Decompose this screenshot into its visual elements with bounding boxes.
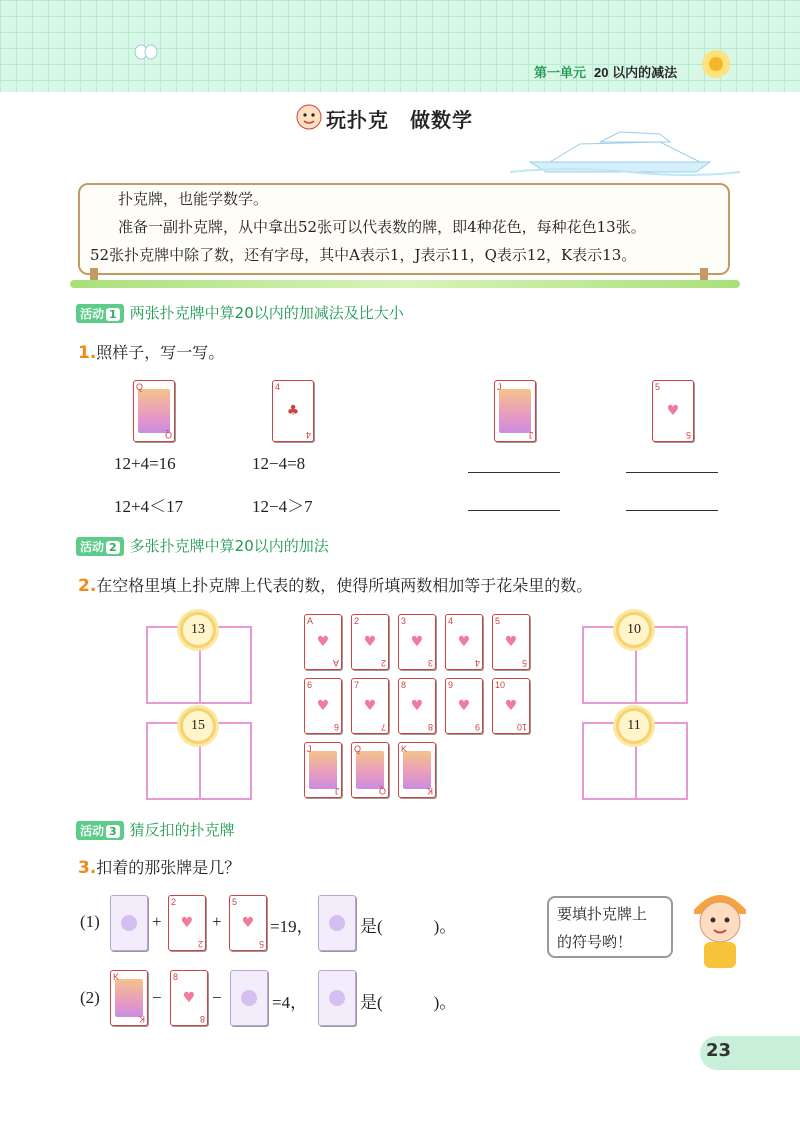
playing-card-king: K K — [110, 970, 148, 1026]
problem-2-answer[interactable]: 是( )。 — [360, 993, 457, 1012]
face-down-card — [318, 970, 356, 1026]
answer-blank[interactable] — [468, 472, 560, 473]
example-equation-4: 12−4＞7 — [252, 497, 313, 516]
unit-title: 20 以内的减法 — [594, 65, 678, 80]
butterfly-icon — [134, 42, 158, 62]
problem-1-result: =19， — [270, 917, 314, 936]
header-band — [0, 0, 800, 92]
child-mascot-icon — [680, 880, 760, 970]
question-2: 2.在空格里填上扑克牌上代表的数，使得所填两数相加等于花朵里的数。 — [78, 576, 593, 596]
playing-card: A ♥ A — [304, 614, 342, 670]
hint-line-2: 的符号哟！ — [557, 933, 633, 951]
playing-card: 8 ♥ 8 — [170, 970, 208, 1026]
question-3: 3.扣着的那张牌是几？ — [78, 858, 241, 878]
playing-card: 3 ♥ 3 — [398, 614, 436, 670]
flower-target: 11 — [616, 708, 652, 744]
problem-1-label: (1) — [80, 912, 100, 931]
face-icon — [296, 104, 322, 130]
example-equation-2: 12−4=8 — [252, 454, 306, 473]
activity-tag: 活动 3 — [76, 821, 124, 840]
playing-card-five: 5 ♥ 5 — [652, 380, 694, 442]
playing-card: 7 ♥ 7 — [351, 678, 389, 734]
playing-card: Q Q — [351, 742, 389, 798]
flower-target: 10 — [616, 612, 652, 648]
sunflower-icon — [696, 44, 736, 84]
playing-card: 2 ♥ 2 — [168, 895, 206, 951]
minus-sign: − — [212, 988, 222, 1007]
playing-card: 6 ♥ 6 — [304, 678, 342, 734]
problem-2-result: =4， — [272, 993, 308, 1012]
playing-card: 8 ♥ 8 — [398, 678, 436, 734]
problem-2-label: (2) — [80, 988, 100, 1007]
playing-card: 4 ♥ 4 — [445, 614, 483, 670]
playing-card-queen: Q Q — [133, 380, 175, 442]
playing-card: J J — [304, 742, 342, 798]
activity-1-heading — [76, 302, 404, 323]
page-title: 玩扑克 做数学 — [326, 108, 473, 132]
face-down-card — [230, 970, 268, 1026]
plus-sign: + — [212, 912, 222, 931]
intro-line-3: 52张扑克牌中除了数，还有字母，其中A表示1，J表示11，Q表示12，K表示13。 — [90, 246, 637, 264]
boat-illustration — [510, 126, 740, 176]
example-equation-3: 12+4＜17 — [114, 497, 184, 516]
answer-blank[interactable] — [626, 510, 718, 511]
activity-3-title: 猜反扣的扑克牌 — [129, 821, 235, 839]
question-1: 1.照样子，写一写。 — [78, 343, 225, 363]
unit-heading — [534, 62, 677, 81]
activity-tag: 活动 1 — [76, 304, 124, 323]
answer-blank[interactable] — [626, 472, 718, 473]
playing-card: K K — [398, 742, 436, 798]
activity-1-title: 两张扑克牌中算20以内的加减法及比大小 — [129, 304, 404, 322]
activity-3-heading — [76, 819, 235, 840]
intro-board — [78, 183, 730, 275]
problem-1-answer[interactable]: 是( )。 — [360, 917, 457, 936]
flower-target: 13 — [180, 612, 216, 648]
face-down-card — [318, 895, 356, 951]
plus-sign: + — [152, 912, 162, 931]
unit-label: 第一单元 — [534, 65, 587, 80]
hint-line-1: 要填扑克牌上 — [557, 905, 648, 923]
playing-card: 5 ♥ 5 — [229, 895, 267, 951]
hint-bubble — [547, 896, 673, 958]
activity-2-title: 多张扑克牌中算20以内的加法 — [129, 537, 329, 555]
answer-blank[interactable] — [468, 510, 560, 511]
header-wave — [0, 84, 800, 98]
face-down-card — [110, 895, 148, 951]
flower-target: 15 — [180, 708, 216, 744]
page-number: 23 — [706, 1040, 732, 1061]
playing-card: 2 ♥ 2 — [351, 614, 389, 670]
playing-card: 9 ♥ 9 — [445, 678, 483, 734]
activity-tag: 活动 2 — [76, 537, 124, 556]
playing-card-four: 4 ♣ 4 — [272, 380, 314, 442]
example-equation-1: 12+4=16 — [114, 454, 176, 473]
grass-strip — [70, 280, 740, 288]
playing-card: 10 ♥ 10 — [492, 678, 530, 734]
playing-card: 5 ♥ 5 — [492, 614, 530, 670]
playing-card-jack: J J — [494, 380, 536, 442]
intro-line-2: 准备一副扑克牌，从中拿出52张可以代表数的牌，即4种花色，每种花色13张。 — [118, 218, 646, 236]
minus-sign: − — [152, 988, 162, 1007]
activity-2-heading — [76, 535, 329, 556]
intro-line-1: 扑克牌，也能学数学。 — [118, 190, 269, 208]
